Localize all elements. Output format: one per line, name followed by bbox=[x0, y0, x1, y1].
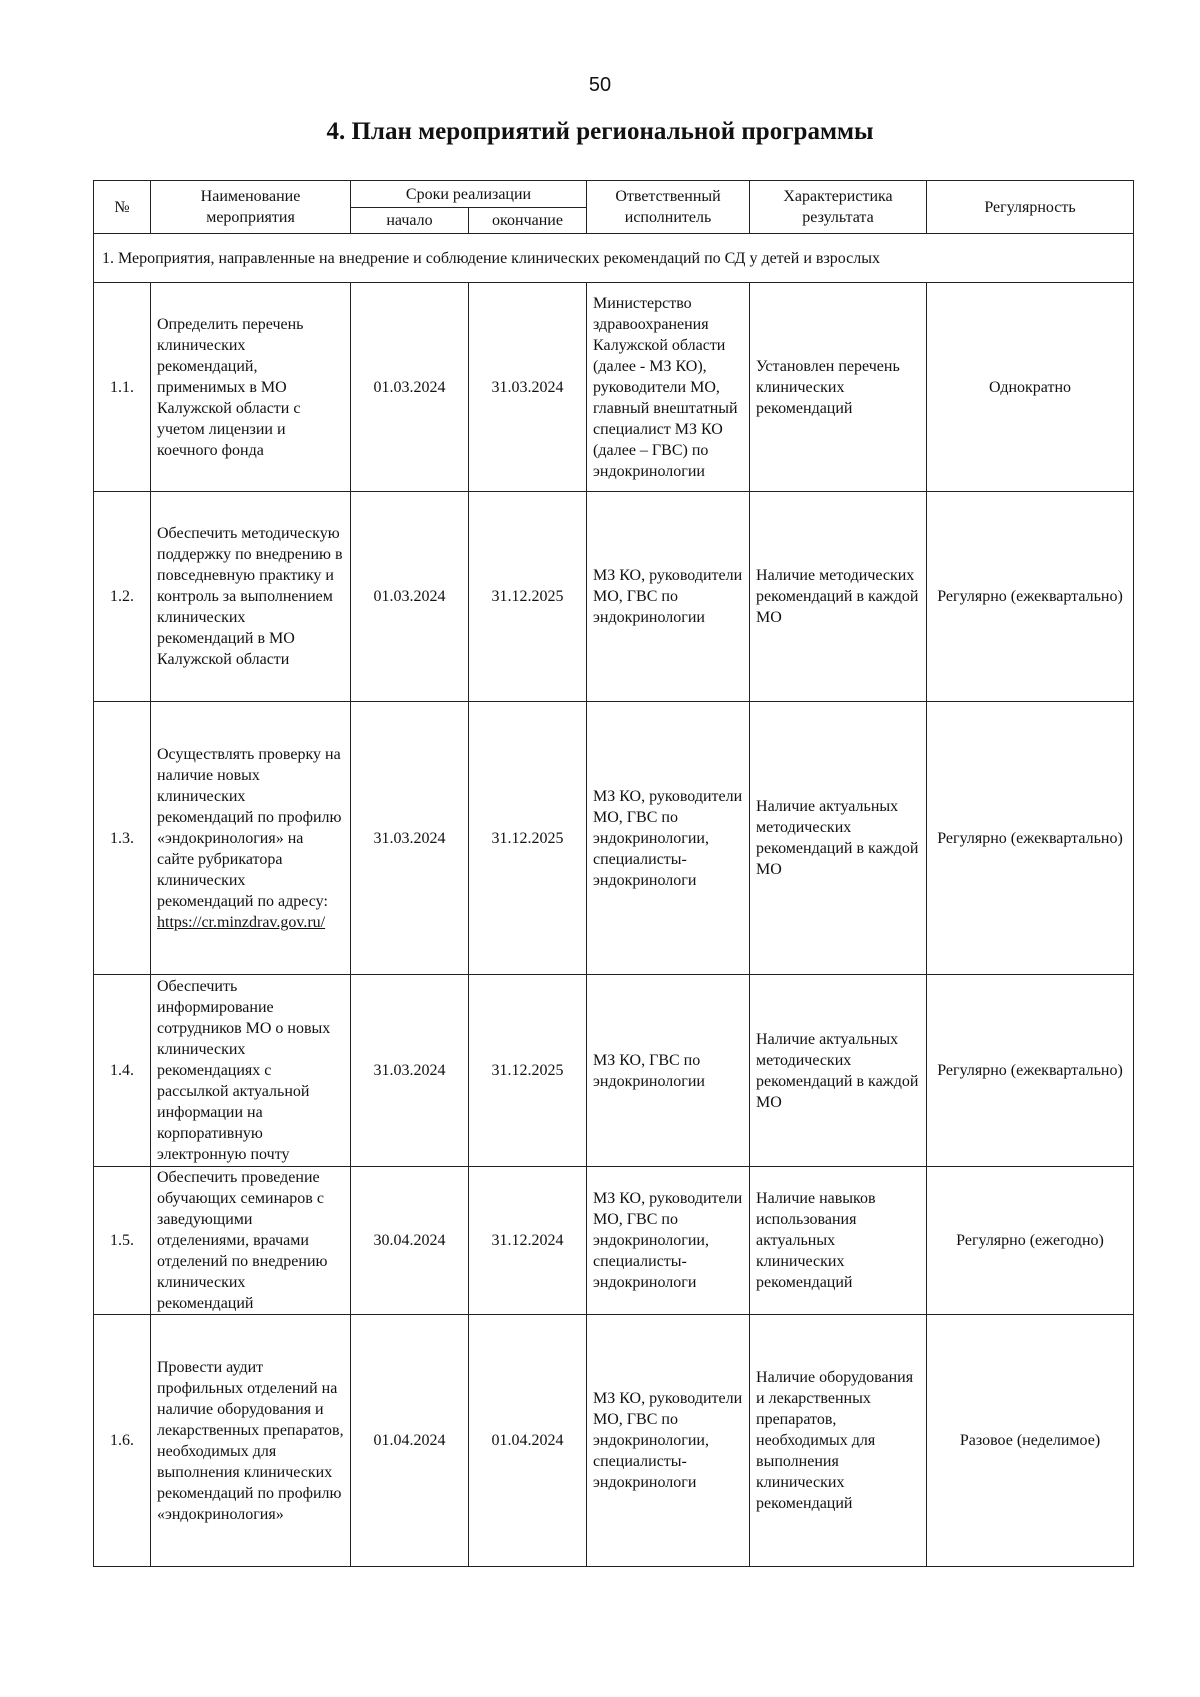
row-start: 01.03.2024 bbox=[351, 492, 469, 702]
row-result: Наличие актуальных методических рекомендаций в каждой МО bbox=[750, 975, 927, 1167]
row-responsible: МЗ КО, руководители МО, ГВС по эндокринологии, специалисты-эндокринологи bbox=[587, 702, 750, 975]
row-num: 1.1. bbox=[94, 283, 151, 492]
row-regularity: Однократно bbox=[927, 283, 1134, 492]
row-result: Наличие навыков использования актуальных клинических рекомендаций bbox=[750, 1167, 927, 1315]
row-end: 31.12.2025 bbox=[469, 975, 587, 1167]
row-start: 01.03.2024 bbox=[351, 283, 469, 492]
header-result: Характеристика результата bbox=[750, 181, 927, 234]
header-dates: Сроки реализации bbox=[351, 181, 587, 208]
row-regularity: Регулярно (ежеквартально) bbox=[927, 975, 1134, 1167]
row-name: Провести аудит профильных отделений на наличие оборудования и лекарственных препаратов, необходимых для выполнения клинических рекомендаций по профилю «эндокринология» bbox=[151, 1315, 351, 1567]
row-end: 31.03.2024 bbox=[469, 283, 587, 492]
row-num: 1.2. bbox=[94, 492, 151, 702]
row-name: Обеспечить информирование сотрудников МО о новых клинических рекомендациях с рассылкой актуальной информации на корпоративную электронную почту bbox=[151, 975, 351, 1167]
row-name: Обеспечить проведение обучающих семинаров с заведующими отделениями, врачами отделений по внедрению клинических рекомендаций bbox=[151, 1167, 351, 1315]
row-responsible: Министерство здравоохранения Калужской области (далее - МЗ КО), руководители МО, главный внештатный специалист МЗ КО (далее – ГВС) по эндокринологии bbox=[587, 283, 750, 492]
row-result: Наличие оборудования и лекарственных препаратов, необходимых для выполнения клинических рекомендаций bbox=[750, 1315, 927, 1567]
header-responsible: Ответственный исполнитель bbox=[587, 181, 750, 234]
events-plan-table bbox=[93, 180, 1134, 1567]
table-row bbox=[94, 492, 1134, 702]
row-num: 1.5. bbox=[94, 1167, 151, 1315]
page-title: 4. План мероприятий региональной программы bbox=[326, 118, 874, 145]
table-row bbox=[94, 702, 1134, 975]
row-result: Наличие методических рекомендаций в каждой МО bbox=[750, 492, 927, 702]
row-regularity: Регулярно (ежеквартально) bbox=[927, 702, 1134, 975]
row-name bbox=[151, 702, 351, 975]
section-heading: 1. Мероприятия, направленные на внедрение и соблюдение клинических рекомендаций по СД у детей и взрослых bbox=[94, 234, 1134, 283]
row-regularity: Регулярно (ежегодно) bbox=[927, 1167, 1134, 1315]
row-num: 1.3. bbox=[94, 702, 151, 975]
table-row bbox=[94, 975, 1134, 1167]
row-result: Установлен перечень клинических рекомендаций bbox=[750, 283, 927, 492]
row-responsible: МЗ КО, руководители МО, ГВС по эндокринологии, специалисты-эндокринологи bbox=[587, 1167, 750, 1315]
header-end: окончание bbox=[469, 208, 587, 234]
table-row bbox=[94, 283, 1134, 492]
page-number: 50 bbox=[588, 74, 612, 96]
table-row bbox=[94, 1167, 1134, 1315]
row-regularity: Регулярно (ежеквартально) bbox=[927, 492, 1134, 702]
row-responsible: МЗ КО, руководители МО, ГВС по эндокринологии bbox=[587, 492, 750, 702]
row-name: Определить перечень клинических рекомендаций, применимых в МО Калужской области с учетом лицензии и коечного фонда bbox=[151, 283, 351, 492]
row-responsible: МЗ КО, руководители МО, ГВС по эндокринологии, специалисты-эндокринологи bbox=[587, 1315, 750, 1567]
header-start: начало bbox=[351, 208, 469, 234]
row-num: 1.6. bbox=[94, 1315, 151, 1567]
rubricator-link[interactable]: https://cr.minzdrav.gov.ru/ bbox=[157, 913, 326, 931]
row-end: 31.12.2025 bbox=[469, 492, 587, 702]
table-row bbox=[94, 1315, 1134, 1567]
row-num: 1.4. bbox=[94, 975, 151, 1167]
row-result: Наличие актуальных методических рекомендаций в каждой МО bbox=[750, 702, 927, 975]
row-name-text: Осуществлять проверку на наличие новых клинических рекомендаций по профилю «эндокринология» на сайте рубрикатора клинических рекомендаций по адресу: bbox=[157, 745, 342, 910]
row-start: 01.04.2024 bbox=[351, 1315, 469, 1567]
header-regularity: Регулярность bbox=[927, 181, 1134, 234]
row-end: 01.04.2024 bbox=[469, 1315, 587, 1567]
header-num: № bbox=[94, 181, 151, 234]
row-end: 31.12.2025 bbox=[469, 702, 587, 975]
row-start: 31.03.2024 bbox=[351, 702, 469, 975]
row-responsible: МЗ КО, ГВС по эндокринологии bbox=[587, 975, 750, 1167]
row-end: 31.12.2024 bbox=[469, 1167, 587, 1315]
header-name: Наименование мероприятия bbox=[151, 181, 351, 234]
row-name: Обеспечить методическую поддержку по внедрению в повседневную практику и контроль за выполнением клинических рекомендаций в МО Калужской области bbox=[151, 492, 351, 702]
row-regularity: Разовое (неделимое) bbox=[927, 1315, 1134, 1567]
row-start: 30.04.2024 bbox=[351, 1167, 469, 1315]
row-start: 31.03.2024 bbox=[351, 975, 469, 1167]
